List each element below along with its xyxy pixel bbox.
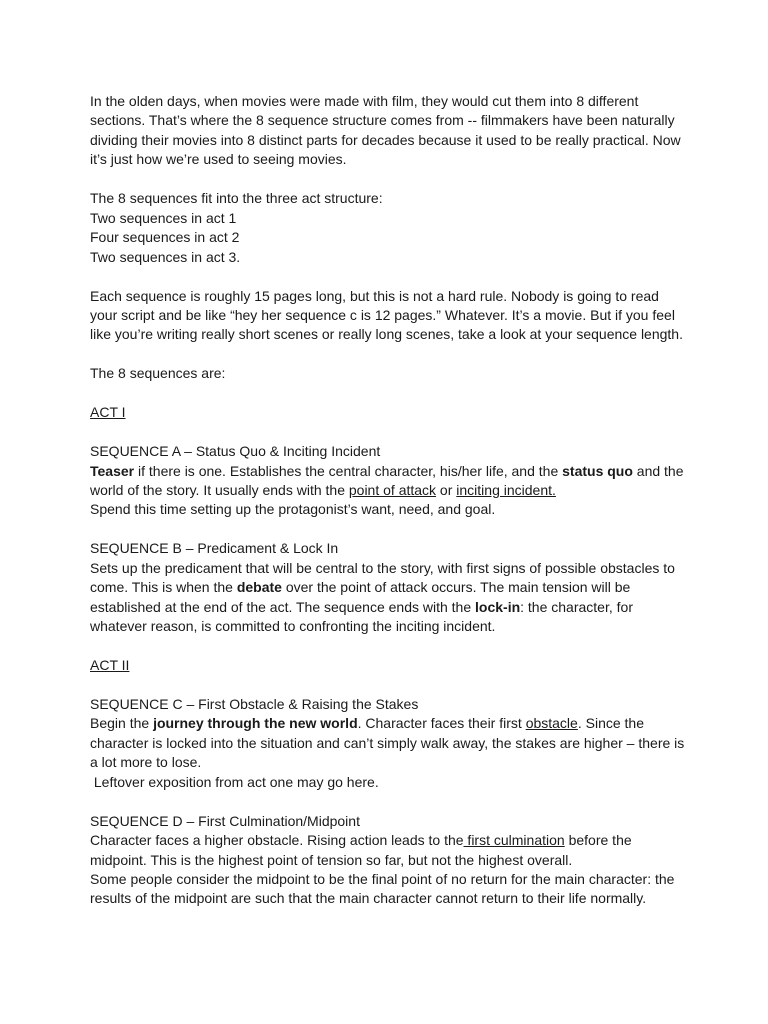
text-run: : the character, for whatever reason, is committed to confronting the inciting incident. [90,598,637,635]
sequence-a-line-2: Spend this time setting up the protagonist’s want, need, and goal. [90,501,496,518]
journey-term: journey through the new world [153,715,358,732]
sequence-a-title: SEQUENCE A – Status Quo & Inciting Incident [90,443,381,460]
spacer [90,423,690,442]
spacer [90,520,690,539]
act-2-heading: ACT II [90,657,130,674]
first-culmination-term: first culmination [463,832,565,849]
text-run: and the world of the story. It usually ends with the [90,462,688,498]
text-run: before the midpoint. This is the highest point of tension so far, but not the highest overall. [90,832,636,868]
teaser-term: Teaser [90,462,135,479]
spacer [90,675,690,694]
intro-paragraph-2-lead: The 8 sequences fit into the three act structure: [90,190,383,207]
intro-paragraph-2-line-1: Two sequences in act 1 [90,209,237,226]
spacer [90,637,690,656]
act-1-heading: ACT I [90,404,126,421]
text-run: . Since the character is locked into the situation and can’t simply walk away, the stakes are higher – there is a lot more to lose. [90,715,689,771]
sequence-c-line-2: Leftover exposition from act one may go here. [90,773,379,790]
text-run: over the point of attack occurs. The main tension will be established at the end of the act. The sequence ends with the [90,579,635,615]
text-run: or [436,481,457,498]
lock-in-term: lock-in [475,598,521,615]
spacer [90,792,690,811]
intro-paragraph-1: In the olden days, when movies were made with film, they would cut them into 8 different sections. That’s where the 8 sequence structure comes from -- filmmakers have been naturally dividing their movies into 8 distinct parts for decades because it used to be really practical. Now it’s just how we’re used to seeing movies. [90,93,685,168]
intro-paragraph-2-line-3: Two sequences in act 3. [90,248,241,265]
text-run: Begin the [90,715,154,732]
sequence-b-title: SEQUENCE B – Predicament & Lock In [90,540,339,557]
sequence-d-line-2: Some people consider the midpoint to be the final point of no return for the main character: the results of the midpoint are such that the main character cannot return to their life normally. [90,870,679,907]
point-of-attack-term: point of attack [348,481,437,498]
spacer [90,384,690,403]
spacer [90,267,690,286]
sequence-b-body [90,559,690,637]
intro-paragraph-2-line-2: Four sequences in act 2 [90,229,240,246]
spacer [90,170,690,189]
sequence-a-body [90,462,690,501]
sequence-c-title: SEQUENCE C – First Obstacle & Raising the Stakes [90,695,419,712]
inciting-incident-term: inciting incident. [456,481,556,498]
text-run: . Character faces their first [357,715,526,732]
document-page [90,92,690,909]
status-quo-term: status quo [562,462,633,479]
obstacle-term: obstacle [525,715,578,732]
spacer [90,345,690,364]
text-run: Sets up the predicament that will be central to the story, with first signs of possible obstacles to come. This is when the [90,559,679,596]
text-run: if there is one. Establishes the central character, his/her life, and the [134,462,563,479]
sequence-d-title: SEQUENCE D – First Culmination/Midpoint [90,812,360,829]
debate-term: debate [236,579,282,596]
intro-paragraph-4: The 8 sequences are: [90,365,226,382]
intro-paragraph-3: Each sequence is roughly 15 pages long, but this is not a hard rule. Nobody is going to read your script and be like “hey her sequence c is 12 pages.” Whatever. It’s a movie. But if you feel like you’re writing really short scenes or really long scenes, take a look at your sequence length. [90,287,683,343]
text-run: Character faces a higher obstacle. Rising action leads to the [90,832,464,849]
sequence-d-body [90,831,690,870]
sequence-c-body [90,714,690,772]
